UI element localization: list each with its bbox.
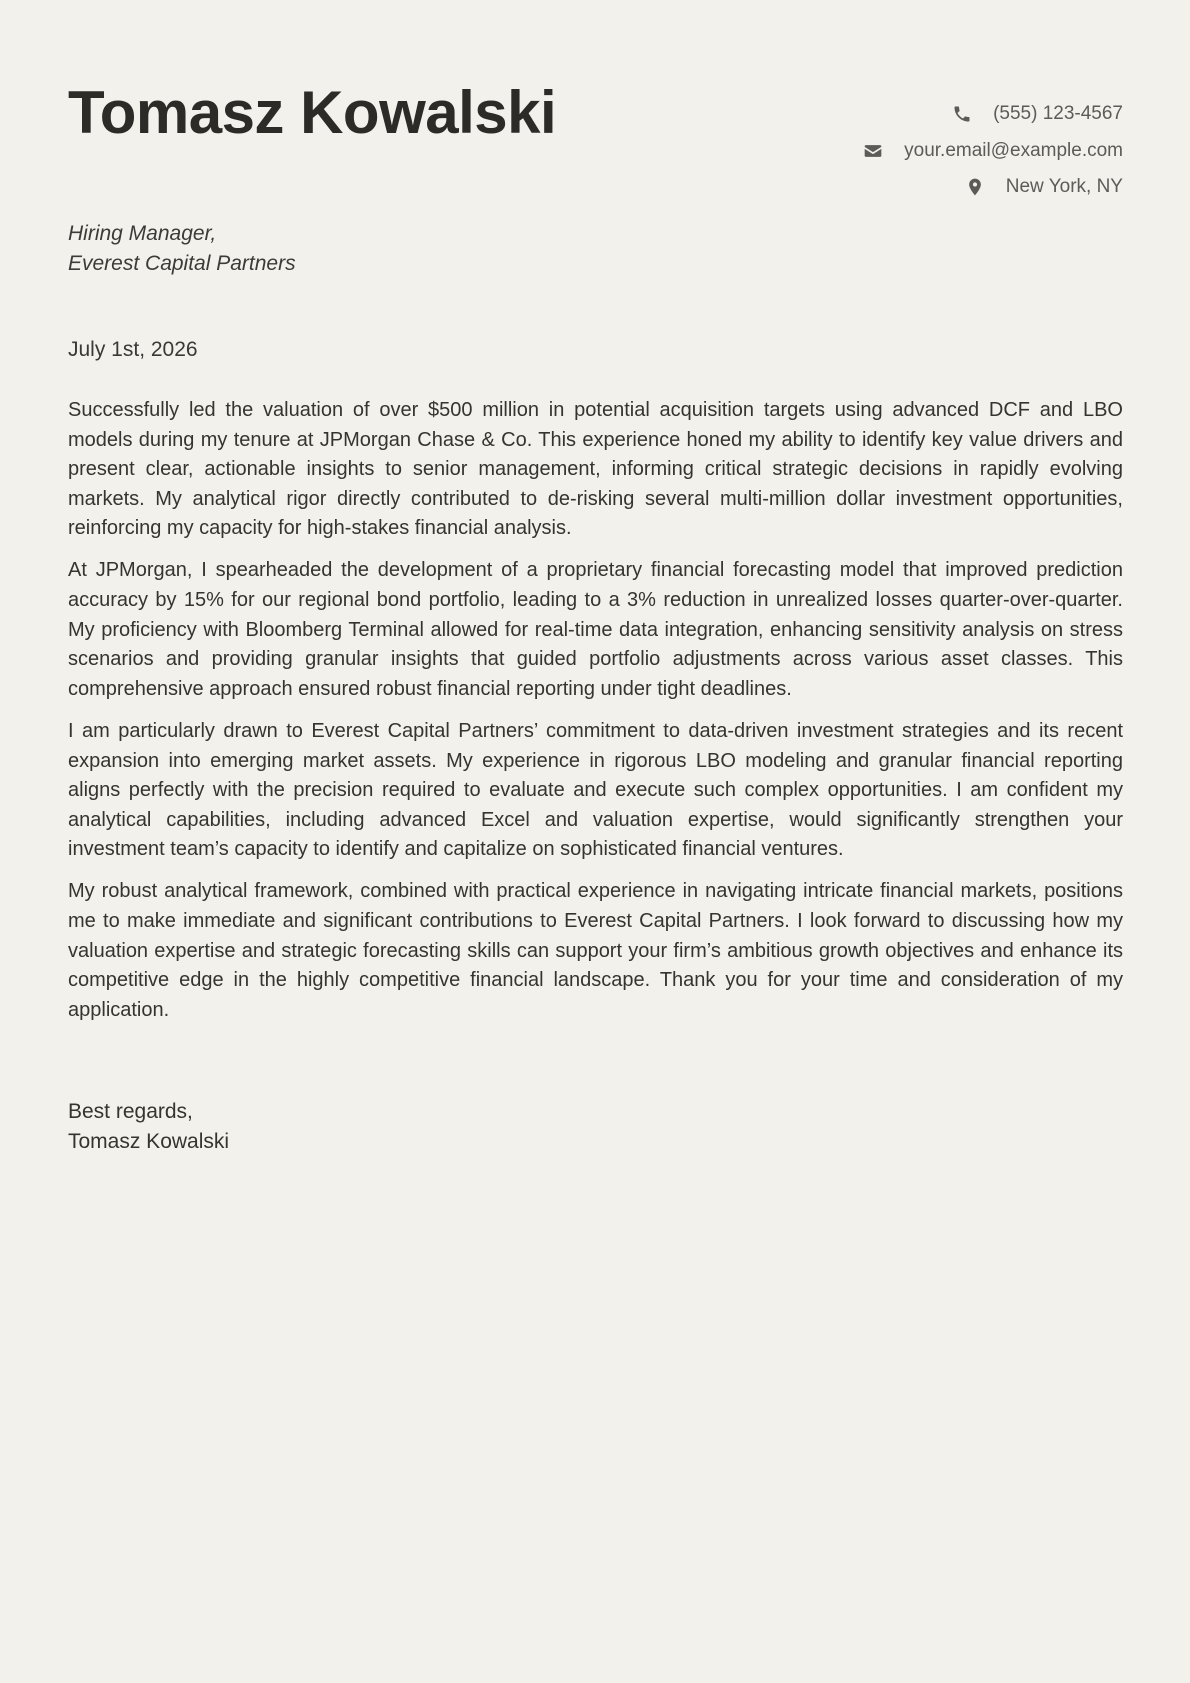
contact-info <box>862 96 1123 206</box>
body-paragraph-2: At JPMorgan, I spearheaded the development of a proprietary financial forecasting model that improved prediction accuracy by 15% for our regional bond portfolio, leading to a 3% reduction in unrealized losses quarter-over-quarter. My proficiency with Bloomberg Terminal allowed for real-time data integration, enhancing sensitivity analysis on stress scenarios and providing granular insights that guided portfolio adjustments across various asset classes. This comprehensive approach ensured robust financial reporting under tight deadlines. <box>68 559 1123 700</box>
letter-body <box>68 396 1123 1038</box>
contact-location <box>862 169 1123 206</box>
closing-block <box>68 1097 229 1156</box>
recipient-title: Hiring Manager, <box>68 222 217 245</box>
email-address: your.email@example.com <box>904 139 1123 161</box>
signature-name: Tomasz Kowalski <box>68 1129 230 1153</box>
body-paragraph-4: My robust analytical framework, combined with practical experience in navigating intricate financial markets, positions me to make immediate and significant contributions to Everest Capital Partners. I look forward to discussing how my valuation expertise and strategic forecasting skills can support your firm’s ambitious growth objectives and enhance its competitive edge in the highly competitive financial landscape. Thank you for your time and consideration of my application. <box>68 880 1123 1021</box>
phone-icon <box>951 103 973 125</box>
contact-phone <box>862 96 1123 133</box>
contact-email <box>862 133 1123 170</box>
phone-number: (555) 123-4567 <box>993 103 1123 125</box>
body-paragraph-1: Successfully led the valuation of over $500 million in potential acquisition targets using advanced DCF and LBO models during my tenure at JPMorgan Chase & Co. This experience honed my ability to identify key value drivers and present clear, actionable insights to senior management, informing critical strategic decisions in rapidly evolving markets. My analytical rigor directly contributed to de-risking several multi-million dollar investment opportunities, reinforcing my capacity for high-stakes financial analysis. <box>68 399 1123 540</box>
envelope-icon <box>862 140 884 162</box>
recipient-block <box>68 219 296 278</box>
body-paragraph-3: I am particularly drawn to Everest Capital Partners’ commitment to data-driven investment strategies and its recent expansion into emerging market assets. My experience in rigorous LBO modeling and granular financial reporting aligns perfectly with the precision required to evaluate and execute such complex opportunities. I am confident my analytical capabilities, including advanced Excel and valuation expertise, would significantly strengthen your investment team’s capacity to identify and capitalize on sophisticated financial ventures. <box>68 719 1123 861</box>
letter-date: July 1st, 2026 <box>68 338 198 361</box>
closing-salutation: Best regards, <box>68 1100 193 1123</box>
recipient-company: Everest Capital Partners <box>68 251 296 275</box>
location: New York, NY <box>1005 176 1123 198</box>
applicant-name: Tomasz Kowalski <box>68 79 557 146</box>
map-pin-icon <box>964 176 986 198</box>
